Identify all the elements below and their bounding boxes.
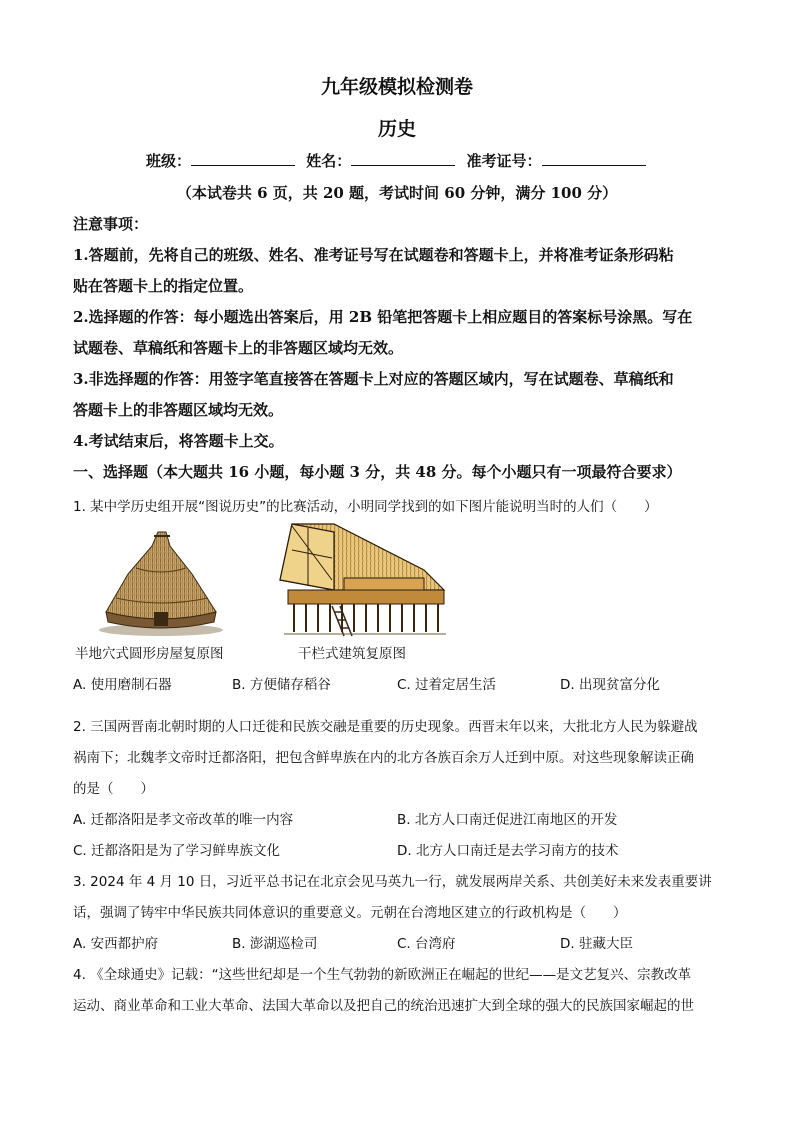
- image-2-caption: 干栏式建筑复原图: [298, 646, 406, 662]
- exam-title: 九年级模拟检测卷: [320, 76, 473, 98]
- option-b: B. 澎湖巡检司: [232, 936, 318, 952]
- class-blank[interactable]: [191, 151, 295, 166]
- option-d: D. 驻藏大臣: [560, 936, 633, 952]
- option-a: A. 安西都护府: [73, 936, 159, 952]
- subject-title: 历史: [377, 118, 416, 140]
- note-line: 试题卷、草稿纸和答题卡上的非答题区域均无效。: [73, 339, 404, 357]
- question-2-stem-line: 祸南下；北魏孝文帝时迁都洛阳，把包含鲜卑族在内的北方各族百余万人迁到中原。对这些现象解读正确: [73, 750, 694, 766]
- note-line: 3.非选择题的作答：用签字笔直接答在答题卡上对应的答题区域内，写在试题卷、草稿纸和: [73, 370, 674, 388]
- exam-no-blank[interactable]: [542, 151, 646, 166]
- note-line: 贴在答题卡上的指定位置。: [73, 277, 254, 295]
- option-c: C. 迁都洛阳是为了学习鲜卑族文化: [73, 843, 281, 859]
- question-3-stem-line: 话，强调了铸牢中华民族共同体意识的重要意义。元朝在台湾地区建立的行政机构是（ ）: [73, 905, 627, 921]
- note-line: 4.考试结束后，将答题卡上交。: [73, 432, 284, 450]
- question-3-stem-line: 3. 2024 年 4 月 10 日，习近平总书记在北京会见马英九一行，就发展两岸关系、共创美好未来发表重要讲: [73, 874, 712, 890]
- class-label: 班级：: [146, 152, 192, 170]
- note-line: 2.选择题的作答：每小题选出答案后，用 2B 铅笔把答题卡上相应题目的答案标号涂黑。写在: [73, 308, 693, 326]
- question-4-stem-line: 4. 《全球通史》记载：“这些世纪却是一个生气勃勃的新欧洲正在崛起的世纪——是文艺复兴、宗教改革: [73, 967, 692, 983]
- question-1-stem: 1. 某中学历史组开展“图说历史”的比赛活动，小明同学找到的如下图片能说明当时的人们（ ）: [73, 499, 658, 515]
- question-2-stem-line: 的是（ ）: [73, 781, 154, 797]
- exam-info: （本试卷共 6 页，共 20 题，考试时间 60 分钟，满分 100 分）: [176, 184, 618, 202]
- question-2-stem-line: 2. 三国两晋南北朝时期的人口迁徙和民族交融是重要的历史现象。西晋末年以来，大批北方人民为躲避战: [73, 719, 698, 735]
- name-blank[interactable]: [351, 151, 455, 166]
- exam-no-label: 准考证号：: [466, 152, 542, 170]
- option-b: B. 北方人口南迁促进江南地区的开发: [397, 812, 618, 828]
- name-label: 姓名：: [306, 152, 352, 170]
- option-c: C. 台湾府: [397, 936, 456, 952]
- option-d: D. 出现贫富分化: [560, 677, 660, 693]
- note-line: 1.答题前，先将自己的班级、姓名、准考证号写在试题卷和答题卡上，并将准考证条形码粘: [73, 246, 674, 264]
- student-info-row: [146, 150, 652, 171]
- image-1-caption: 半地穴式圆形房屋复原图: [75, 646, 224, 662]
- question-4-stem-line: 运动、商业革命和工业大革命、法国大革命以及把自己的统治迅速扩大到全球的强大的民族国家崛起的世: [73, 998, 694, 1014]
- option-a: A. 使用磨制石器: [73, 677, 172, 693]
- option-d: D. 北方人口南迁是去学习南方的技术: [397, 843, 619, 859]
- option-b: B. 方便储存稻谷: [232, 677, 331, 693]
- notes-heading: 注意事项：: [73, 215, 149, 233]
- stilt-house-image: [274, 520, 450, 640]
- section-heading: 一、选择题（本大题共 16 小题，每小题 3 分，共 48 分。每个小题只有一项最符合要求）: [73, 463, 682, 481]
- note-line: 答题卡上的非答题区域均无效。: [73, 401, 284, 419]
- round-hut-image: [96, 528, 226, 638]
- option-c: C. 过着定居生活: [397, 677, 497, 693]
- option-a: A. 迁都洛阳是孝文帝改革的唯一内容: [73, 812, 294, 828]
